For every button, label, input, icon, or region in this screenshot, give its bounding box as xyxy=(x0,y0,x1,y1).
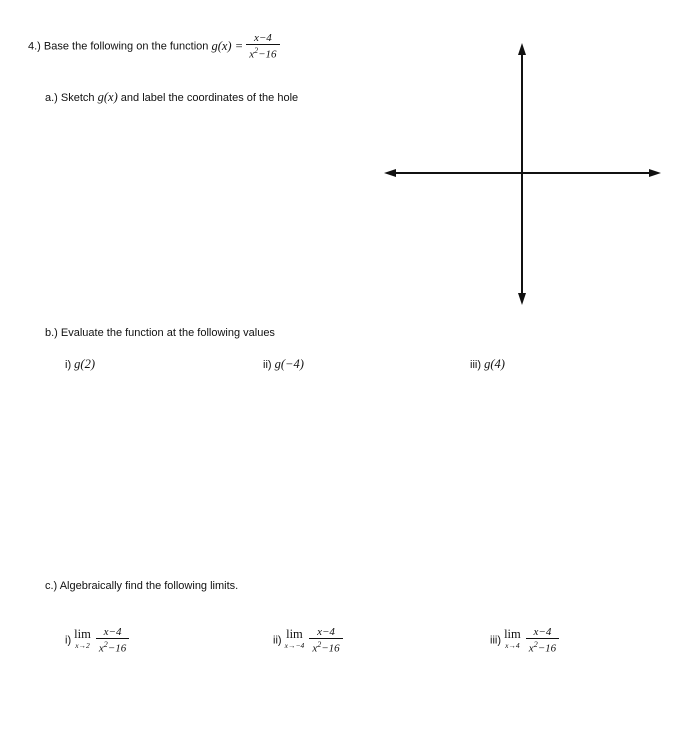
problem-label: 4.) Base the following on the function xyxy=(28,40,209,53)
part-c-item-label: i) xyxy=(65,634,72,647)
limit-fraction: $\frac{x-4}{x^2-16}$ xyxy=(526,626,559,655)
part-b-prompt xyxy=(45,327,275,339)
part-c-item-label: iii) xyxy=(490,634,501,647)
part-c-prompt xyxy=(45,580,238,592)
part-c-item xyxy=(65,626,129,655)
part-b-item-expr: g(−4) xyxy=(274,357,304,371)
part-c-item xyxy=(490,626,559,655)
limit-operator: lim x→4 xyxy=(504,627,521,651)
function-denominator: $x^2-16$ xyxy=(249,46,277,61)
part-a-function: g(x) xyxy=(97,90,118,104)
part-b-item xyxy=(65,357,95,372)
part-b-item-label: iii) xyxy=(470,359,481,371)
y-axis-top-arrow xyxy=(518,43,526,55)
part-b-label: b.) xyxy=(45,327,58,339)
part-c-item-label: ii) xyxy=(273,634,282,647)
limit-operator: lim x→2 xyxy=(74,627,91,651)
part-b-item-expr: g(2) xyxy=(74,357,95,371)
part-c-item xyxy=(273,626,343,655)
x-axis-right-arrow xyxy=(649,169,661,177)
part-b-item-expr: g(4) xyxy=(484,357,505,371)
function-numerator: x−4 xyxy=(246,32,279,45)
part-c-label: c.) xyxy=(45,580,58,592)
limit-subscript: x→4 xyxy=(505,641,520,651)
part-c-text: Algebraically find the following limits. xyxy=(59,580,239,592)
limit-fraction: $\frac{x-4}{x^2-16}$ xyxy=(96,626,129,655)
part-b-text: Evaluate the function at the following values xyxy=(60,327,275,339)
limit-subscript: x→−4 xyxy=(284,641,305,651)
x-axis-left-arrow xyxy=(384,169,396,177)
part-a-label: a.) xyxy=(45,92,58,104)
part-b-item-label: i) xyxy=(65,359,72,371)
limit-fraction: $\frac{x-4}{x^2-16}$ xyxy=(309,626,342,655)
y-axis-bottom-arrow xyxy=(518,293,526,305)
part-a-text-before: Sketch xyxy=(60,92,95,104)
part-b-item xyxy=(470,357,505,372)
limit-subscript: x→2 xyxy=(75,641,90,651)
function-lhs: g(x) = xyxy=(211,38,244,53)
part-b-item-label: ii) xyxy=(263,359,272,371)
part-a-text-after: and label the coordinates of the hole xyxy=(120,92,299,104)
part-b-item xyxy=(263,357,304,372)
limit-operator: lim x→−4 xyxy=(284,627,305,651)
